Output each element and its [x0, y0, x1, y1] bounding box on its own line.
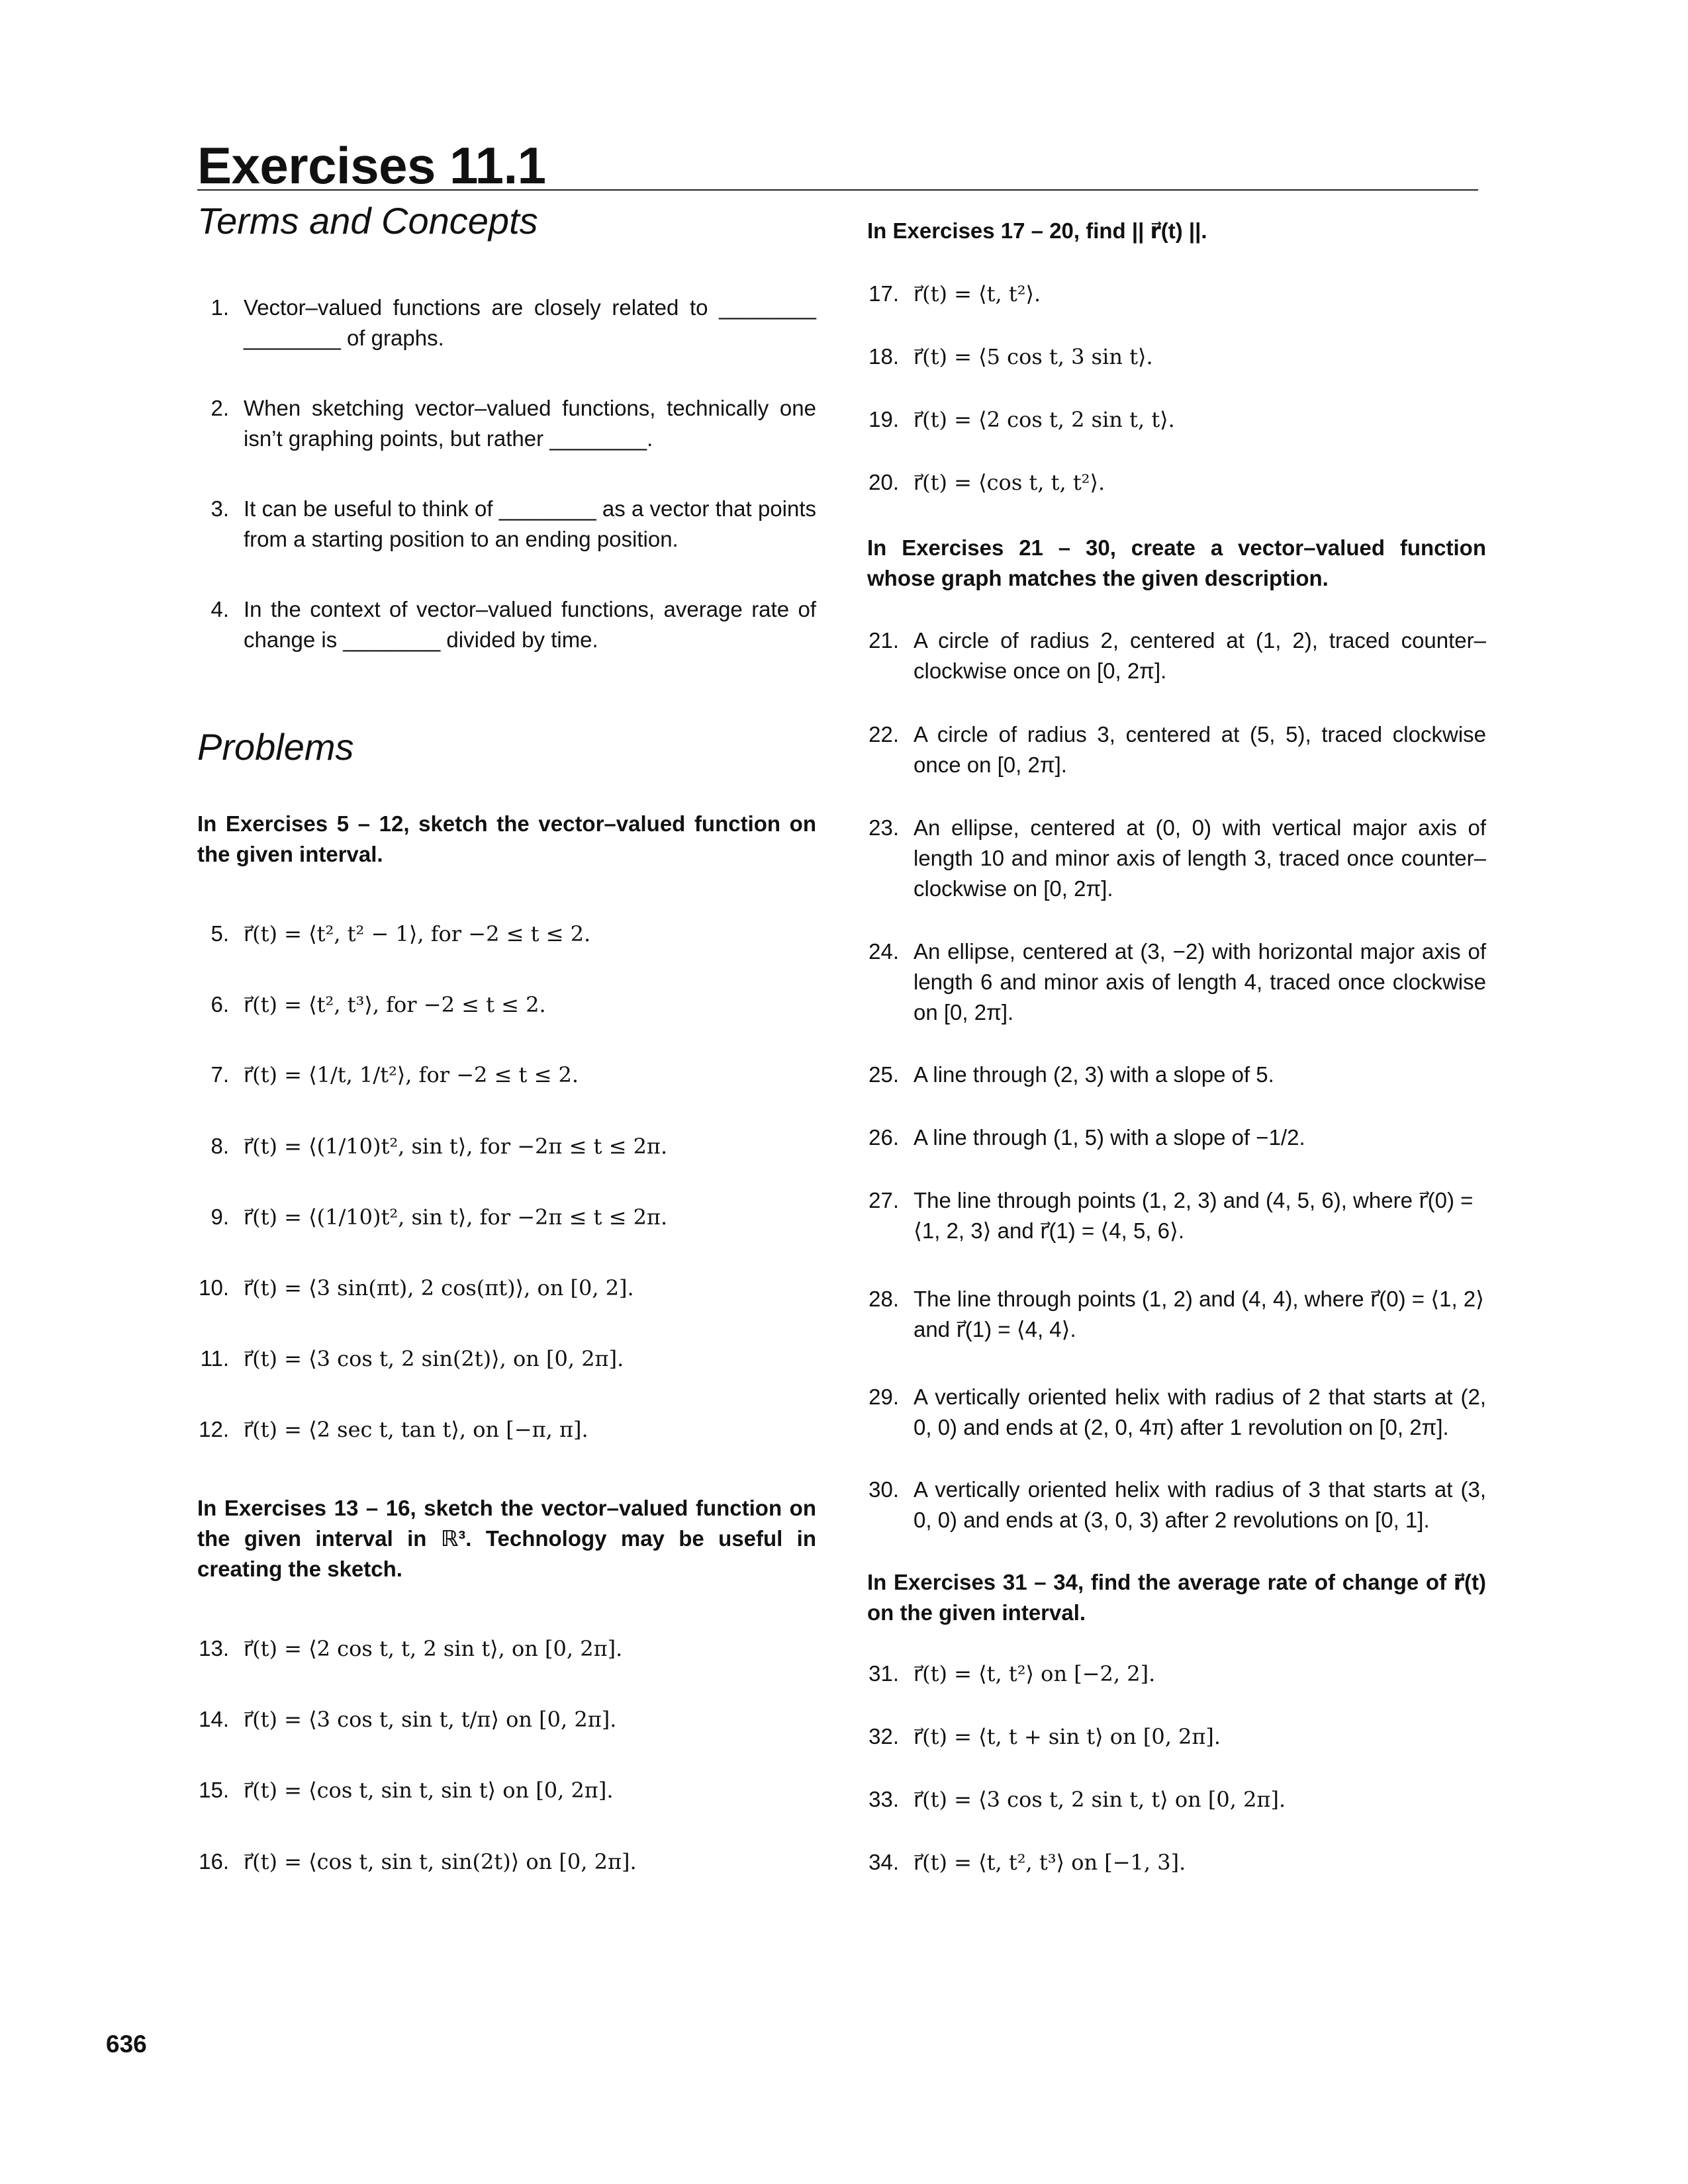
- exercise-text: An ellipse, centered at (3, −2) with horizontal major axis of length 6 and minor axis of length 4, traced once clockwise on [0, 2π].: [914, 939, 1486, 1024]
- exercise-16: [184, 1846, 803, 1877]
- exercise-text: r⃗(t) = ⟨2 cos t, t, 2 sin t⟩, on [0, 2π].: [244, 1636, 623, 1661]
- exercise-number: 14.: [199, 1707, 229, 1731]
- exercise-text: r⃗(t) = ⟨2 cos t, 2 sin t, t⟩.: [914, 407, 1175, 432]
- exercise-number: 20.: [868, 470, 899, 494]
- page-number: 636: [106, 2030, 147, 2058]
- exercise-3: [197, 494, 816, 555]
- exercise-21: [867, 625, 1486, 686]
- exercise-number: 12.: [199, 1417, 229, 1441]
- exercise-17: [867, 279, 1486, 309]
- exercise-text: A circle of radius 3, centered at (5, 5), traced clockwise once on [0, 2π].: [914, 722, 1486, 777]
- exercise-text: The line through points (1, 2, 3) and (4, 5, 6), where r⃗(0) = ⟨1, 2, 3⟩ and r⃗(1) = ⟨4, 5, 6⟩.: [914, 1188, 1474, 1243]
- exercise-number: 25.: [868, 1062, 899, 1087]
- exercise-25: [867, 1060, 1486, 1090]
- instruction-5-12: In Exercises 5 – 12, sketch the vector–valued function on the given interval.: [197, 811, 816, 866]
- exercise-12: [184, 1414, 803, 1445]
- exercise-number: 28.: [868, 1287, 899, 1311]
- exercise-number: 8.: [211, 1134, 229, 1158]
- exercise-number: 4.: [211, 597, 229, 621]
- exercise-number: 2.: [211, 396, 229, 420]
- exercise-text: A vertically oriented helix with radius of 3 that starts at (3, 0, 0) and ends at (3, 0, 3) after 2 revolutions on [0, 1].: [914, 1477, 1486, 1532]
- exercise-28: [867, 1284, 1486, 1345]
- exercise-14: [184, 1704, 803, 1735]
- exercise-7: [197, 1060, 816, 1090]
- exercise-text: r⃗(t) = ⟨cos t, t, t²⟩.: [914, 470, 1105, 495]
- exercise-34: [867, 1847, 1486, 1878]
- exercise-text: r⃗(t) = ⟨t, t², t³⟩ on [−1, 3].: [914, 1850, 1186, 1875]
- exercise-6: [197, 989, 816, 1020]
- instruction-31-34: In Exercises 31 – 34, find the average rate of change of r⃗(t) on the given interval.: [867, 1570, 1486, 1625]
- exercise-text: r⃗(t) = ⟨(1/10)t², sin t⟩, for −2π ≤ t ≤ 2π.: [244, 1205, 668, 1230]
- exercise-text: An ellipse, centered at (0, 0) with vertical major axis of length 10 and minor axis of length 3, traced once counter–clockwise on [0, 2π].: [914, 815, 1486, 901]
- instruction-21-30: In Exercises 21 – 30, create a vector–valued function whose graph matches the given description.: [867, 535, 1486, 590]
- exercise-number: 32.: [868, 1724, 899, 1749]
- terms-heading: Terms and Concepts: [197, 200, 538, 242]
- exercise-18: [867, 341, 1486, 372]
- exercise-27: [867, 1185, 1486, 1246]
- exercise-26: [867, 1122, 1486, 1153]
- exercise-15: [184, 1775, 803, 1805]
- exercise-text: r⃗(t) = ⟨3 cos t, 2 sin t, t⟩ on [0, 2π].: [914, 1787, 1286, 1812]
- exercise-text: r⃗(t) = ⟨t², t² − 1⟩, for −2 ≤ t ≤ 2.: [244, 921, 591, 946]
- exercise-number: 29.: [868, 1385, 899, 1409]
- exercise-5: [197, 919, 816, 949]
- exercise-text: A vertically oriented helix with radius of 2 that starts at (2, 0, 0) and ends at (2, 0, 4π) after 1 revolution on [0, 2π].: [914, 1385, 1486, 1439]
- exercise-number: 18.: [868, 344, 899, 369]
- page-title: Exercises 11.1: [197, 136, 546, 195]
- exercise-text: The line through points (1, 2) and (4, 4), where r⃗(0) = ⟨1, 2⟩ and r⃗(1) = ⟨4, 4⟩.: [914, 1287, 1485, 1342]
- exercise-number: 22.: [868, 722, 899, 747]
- exercise-number: 19.: [868, 407, 899, 432]
- exercise-11: [184, 1343, 803, 1374]
- exercise-text: r⃗(t) = ⟨1/t, 1/t²⟩, for −2 ≤ t ≤ 2.: [244, 1062, 579, 1087]
- problems-heading: Problems: [197, 726, 354, 768]
- exercise-number: 11.: [200, 1346, 229, 1371]
- exercise-text: r⃗(t) = ⟨3 sin(πt), 2 cos(πt)⟩, on [0, 2].: [244, 1275, 634, 1300]
- instruction-13-16: In Exercises 13 – 16, sketch the vector–valued function on the given interval in ℝ³. Technology may be useful in creating the sketch.: [197, 1496, 816, 1581]
- exercise-number: 17.: [868, 281, 899, 306]
- exercise-number: 33.: [868, 1787, 899, 1811]
- exercise-2: [197, 393, 816, 454]
- exercise-text: r⃗(t) = ⟨3 cos t, 2 sin(2t)⟩, on [0, 2π].: [244, 1346, 624, 1371]
- exercise-1: [197, 293, 816, 353]
- exercise-text: When sketching vector–valued functions, technically one isn’t graphing points, but rather ________.: [244, 396, 816, 451]
- exercise-text: r⃗(t) = ⟨cos t, sin t, sin t⟩ on [0, 2π].: [244, 1778, 614, 1803]
- exercise-24: [867, 936, 1486, 1028]
- exercise-text: r⃗(t) = ⟨t, t + sin t⟩ on [0, 2π].: [914, 1724, 1221, 1749]
- exercise-number: 27.: [868, 1188, 899, 1212]
- exercise-text: A line through (2, 3) with a slope of 5.: [914, 1062, 1274, 1087]
- exercise-9: [197, 1202, 816, 1232]
- exercise-32: [867, 1721, 1486, 1752]
- exercise-10: [184, 1273, 803, 1303]
- exercise-number: 7.: [211, 1062, 229, 1087]
- exercise-4: [197, 594, 816, 655]
- exercise-number: 13.: [199, 1636, 229, 1661]
- exercise-number: 3.: [211, 496, 229, 521]
- exercise-text: Vector–valued functions are closely related to ________ ________ of graphs.: [244, 295, 816, 350]
- exercise-text: It can be useful to think of ________ as a vector that points from a starting position to an ending position.: [244, 496, 816, 551]
- exercise-number: 6.: [211, 992, 229, 1017]
- instruction-17-20: In Exercises 17 – 20, find || r⃗(t) ||.: [867, 218, 1207, 243]
- exercise-19: [867, 404, 1486, 435]
- exercise-number: 30.: [868, 1477, 899, 1502]
- exercise-23: [867, 813, 1486, 904]
- exercise-number: 24.: [868, 939, 899, 964]
- exercise-22: [867, 719, 1486, 780]
- exercise-text: A circle of radius 2, centered at (1, 2), traced counter–clockwise once on [0, 2π].: [914, 628, 1486, 683]
- exercise-20: [867, 467, 1486, 498]
- exercise-text: r⃗(t) = ⟨(1/10)t², sin t⟩, for −2π ≤ t ≤ 2π.: [244, 1134, 668, 1159]
- exercise-text: r⃗(t) = ⟨cos t, sin t, sin(2t)⟩ on [0, 2π].: [244, 1849, 637, 1874]
- exercise-number: 9.: [211, 1205, 229, 1229]
- exercise-text: r⃗(t) = ⟨t, t²⟩ on [−2, 2].: [914, 1661, 1156, 1686]
- exercise-33: [867, 1784, 1486, 1815]
- exercise-31: [867, 1659, 1486, 1689]
- exercise-number: 1.: [211, 295, 229, 320]
- exercise-13: [184, 1633, 803, 1664]
- exercise-30: [867, 1475, 1486, 1535]
- exercise-text: r⃗(t) = ⟨t, t²⟩.: [914, 281, 1041, 306]
- exercise-number: 23.: [868, 815, 899, 840]
- exercise-number: 10.: [199, 1275, 229, 1300]
- exercise-8: [197, 1131, 816, 1161]
- exercise-number: 5.: [211, 921, 229, 946]
- exercise-text: r⃗(t) = ⟨2 sec t, tan t⟩, on [−π, π].: [244, 1417, 588, 1442]
- exercise-number: 15.: [199, 1778, 229, 1802]
- exercise-number: 26.: [868, 1125, 899, 1150]
- exercise-text: r⃗(t) = ⟨t², t³⟩, for −2 ≤ t ≤ 2.: [244, 992, 546, 1017]
- exercise-text: In the context of vector–valued functions, average rate of change is ________ divided by time.: [244, 597, 816, 652]
- exercise-text: r⃗(t) = ⟨3 cos t, sin t, t/π⟩ on [0, 2π].: [244, 1707, 617, 1732]
- exercise-29: [867, 1382, 1486, 1443]
- exercise-number: 21.: [868, 628, 899, 653]
- exercise-number: 34.: [868, 1850, 899, 1874]
- exercise-text: A line through (1, 5) with a slope of −1/2.: [914, 1125, 1305, 1150]
- title-rule: [197, 189, 1478, 191]
- exercise-number: 16.: [199, 1849, 229, 1874]
- exercise-text: r⃗(t) = ⟨5 cos t, 3 sin t⟩.: [914, 344, 1153, 369]
- exercise-number: 31.: [868, 1661, 899, 1686]
